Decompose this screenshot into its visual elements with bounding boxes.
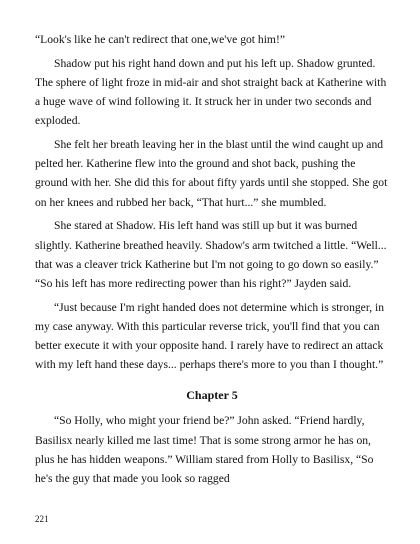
paragraph-5: “Just because I'm right handed does not determine which is stronger, in my case anyway. With this particular reverse trick, you'll find that you can better execute it with your opposite hand. I rarely have to redirect an attack with my left hand these days... perhaps there's more to you than I thought.” <box>35 300 385 372</box>
page-body <box>35 30 389 488</box>
paragraph-3: She felt her breath leaving her in the blast until the wind caught up and pelted her. Katherine flew into the ground and shot back, pushing the ground with her. She did this for about fifty yards until she stopped. She got on her knees and rubbed her back, “That hurt...” she mumbled. <box>35 138 388 209</box>
paragraph-6: “So Holly, who might your friend be?” John asked. “Friend hardly, Basilisx nearly killed me last time! That is some strong armor he has on, plus he has hidden weapons.” William stared from Holly to Basilisx, “So he's the guy that made you look so ragged <box>35 414 374 486</box>
paragraph-2: Shadow put his right hand down and put his left up. Shadow grunted. The sphere of light froze in mid-air and shot straight back at Katherine with a huge wave of wind following it. It struck her in under two seconds and exploded. <box>35 56 387 128</box>
paragraph-4: She stared at Shadow. His left hand was still up but it was burned slightly. Katherine breathed heavily. Shadow's arm twitched a little. “Well... that was a cleaver trick Katherine but I'm not going to go down so easily.” “So his left has more redirecting power than his right?” Jayden said. <box>35 219 387 290</box>
paragraph-1: “Look's like he can't redirect that one,we've got him!” <box>35 33 285 46</box>
chapter-heading: Chapter 5 <box>186 388 238 403</box>
page-number: 221 <box>35 514 49 524</box>
